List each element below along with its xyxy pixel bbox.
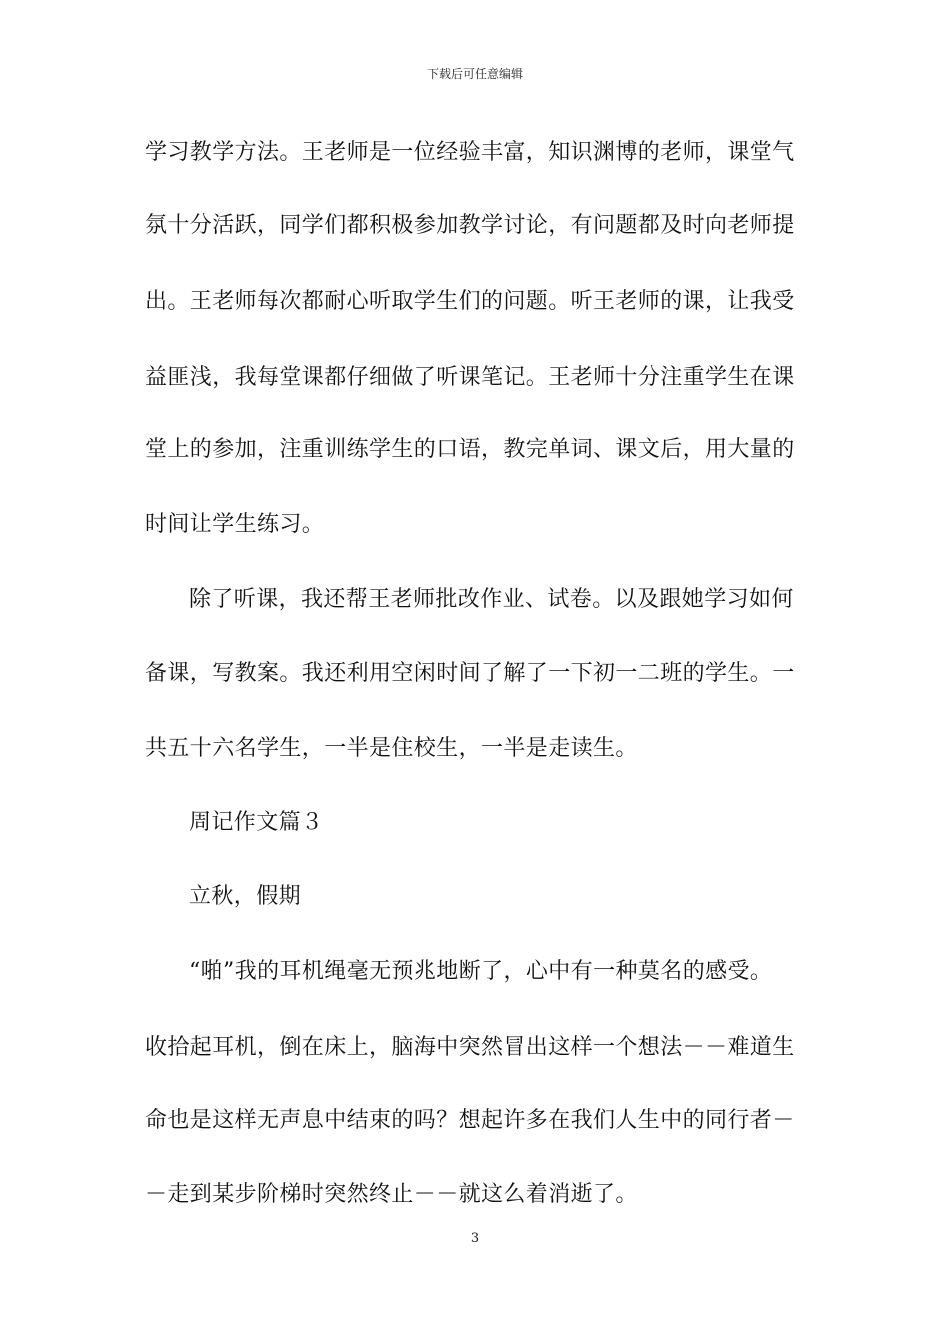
body-line: 益匪浅，我每堂课都仔细做了听课笔记。王老师十分注重学生在课 [145, 365, 795, 390]
body-line: 收拾起耳机，倒在床上，脑海中突然冒出这样一个想法－－难道生 [145, 1035, 795, 1060]
paragraph-first-line: “啪”我的耳机绳毫无预兆地断了，心中有一种莫名的感受。 [189, 959, 773, 984]
body-line: 堂上的参加，注重训练学生的口语，教完单词、课文后，用大量的 [145, 437, 795, 462]
body-line: 命也是这样无声息中结束的吗？想起许多在我们人生中的同行者－ [145, 1108, 795, 1133]
page-number: 3 [470, 1231, 480, 1246]
body-line: 出。王老师每次都耐心听取学生们的问题。听王老师的课，让我受 [145, 289, 795, 314]
body-line: －走到某步阶梯时突然终止－－就这么着消逝了。 [145, 1182, 638, 1207]
paragraph-first-line: 除了听课，我还帮王老师批改作业、试卷。以及跟她学习如何 [189, 587, 794, 612]
page-header: 下载后可任意编辑 [426, 67, 523, 81]
section-heading: 周记作文篇３ [189, 810, 324, 835]
section-subheading: 立秋，假期 [189, 884, 302, 909]
body-line: 时间让学生练习。 [145, 512, 325, 537]
body-line: 备课，写教案。我还利用空闲时间了解了一下初一二班的学生。一 [145, 661, 795, 686]
body-line: 氛十分活跃，同学们都积极参加教学讨论，有问题都及时向老师提 [145, 213, 795, 238]
body-line: 共五十六名学生，一半是住校生，一半是走读生。 [145, 736, 638, 761]
body-line: 学习教学方法。王老师是一位经验丰富，知识渊博的老师，课堂气 [145, 140, 795, 165]
